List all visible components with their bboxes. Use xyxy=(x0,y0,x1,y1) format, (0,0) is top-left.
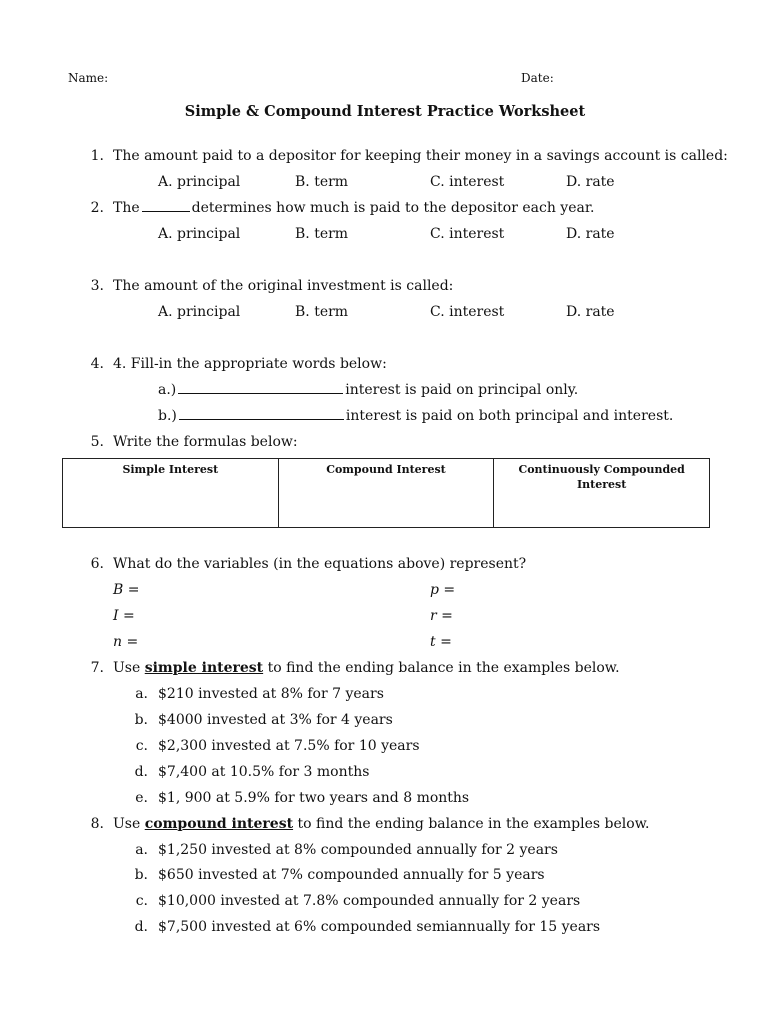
worksheet-title: Simple & Compound Interest Practice Worksheet xyxy=(184,103,586,120)
question-number: 8. xyxy=(90,816,104,832)
option-b: B. term xyxy=(295,226,349,242)
option-d: D. rate xyxy=(566,174,615,190)
option-c: C. interest xyxy=(430,174,505,190)
continuous-interest-cell[interactable] xyxy=(494,459,710,528)
option-d: D. rate xyxy=(566,304,615,320)
item-label: b. xyxy=(134,867,148,883)
question-text: 4. Fill-in the appropriate words below: xyxy=(113,356,387,372)
fill-in-a xyxy=(158,382,578,398)
question-text: The amount paid to a depositor for keeping their money in a savings account is called: xyxy=(113,148,728,164)
item-text: $1, 900 at 5.9% for two years and 8 months xyxy=(158,790,470,806)
question-text: Write the formulas below: xyxy=(113,434,298,450)
fill-blank[interactable] xyxy=(179,418,344,420)
item-label: a. xyxy=(135,842,148,858)
fill-blank[interactable] xyxy=(178,392,343,394)
item-text: $210 invested at 8% for 7 years xyxy=(158,686,384,702)
item-label: c. xyxy=(135,893,148,909)
fill-in-label: b.) xyxy=(158,408,177,424)
question-number: 4. xyxy=(90,356,104,372)
fill-in-label: a.) xyxy=(158,382,177,398)
item-text: $4000 invested at 3% for 4 years xyxy=(158,712,393,728)
question-number: 7. xyxy=(90,660,104,676)
column-header: Continuously Compounded Interest xyxy=(518,463,685,491)
option-a: A. principal xyxy=(158,174,241,190)
item-label: d. xyxy=(134,919,148,935)
fill-in-text: interest is paid on principal only. xyxy=(345,382,579,398)
fill-blank[interactable] xyxy=(142,210,190,212)
name-label: Name: xyxy=(68,71,109,85)
fill-in-text: interest is paid on both principal and interest. xyxy=(345,408,674,424)
item-text: $1,250 invested at 8% compounded annually for 2 years xyxy=(158,842,558,858)
question-text: What do the variables (in the equations above) represent? xyxy=(113,556,527,572)
variable-r: r = xyxy=(430,608,453,624)
item-label: a. xyxy=(135,686,148,702)
variable-n: n = xyxy=(113,634,139,650)
simple-interest-cell[interactable] xyxy=(63,459,279,528)
column-header: Compound Interest xyxy=(326,463,446,476)
option-b: B. term xyxy=(295,304,349,320)
option-b: B. term xyxy=(295,174,349,190)
compound-interest-cell[interactable] xyxy=(278,459,494,528)
item-text: $7,500 invested at 6% compounded semiannually for 15 years xyxy=(158,919,601,935)
item-label: d. xyxy=(134,764,148,780)
variable-t: t = xyxy=(430,634,452,650)
item-text: $650 invested at 7% compounded annually for 5 years xyxy=(158,867,545,883)
question-number: 5. xyxy=(90,434,104,450)
item-text: $7,400 at 10.5% for 3 months xyxy=(158,764,370,780)
question-text-post: to find the ending balance in the examples below. xyxy=(267,660,620,676)
option-d: D. rate xyxy=(566,226,615,242)
item-label: e. xyxy=(135,790,148,806)
item-label: b. xyxy=(134,712,148,728)
column-header: Simple Interest xyxy=(122,463,219,476)
question-number: 1. xyxy=(90,148,104,164)
item-text: $10,000 invested at 7.8% compounded annually for 2 years xyxy=(158,893,581,909)
question-text-post: to find the ending balance in the examples below. xyxy=(297,816,650,832)
formula-table xyxy=(62,458,710,528)
emphasis-text: simple interest xyxy=(144,660,264,676)
item-label: c. xyxy=(135,738,148,754)
question-text-pre: Use xyxy=(113,816,141,832)
question-number: 3. xyxy=(90,278,104,294)
option-a: A. principal xyxy=(158,304,241,320)
date-label: Date: xyxy=(521,71,554,85)
option-c: C. interest xyxy=(430,226,505,242)
option-a: A. principal xyxy=(158,226,241,242)
question-text-post: determines how much is paid to the depositor each year. xyxy=(191,200,595,216)
question-text-pre: The xyxy=(113,200,140,216)
variable-b: B = xyxy=(113,582,140,598)
question-text: The amount of the original investment is called: xyxy=(113,278,454,294)
question-text-pre: Use xyxy=(113,660,141,676)
option-c: C. interest xyxy=(430,304,505,320)
item-text: $2,300 invested at 7.5% for 10 years xyxy=(158,738,420,754)
emphasis-text: compound interest xyxy=(144,816,294,832)
variable-p: p = xyxy=(430,582,456,598)
question-number: 6. xyxy=(90,556,104,572)
variable-i: I = xyxy=(113,608,135,624)
question-number: 2. xyxy=(90,200,104,216)
fill-in-b xyxy=(158,408,673,424)
